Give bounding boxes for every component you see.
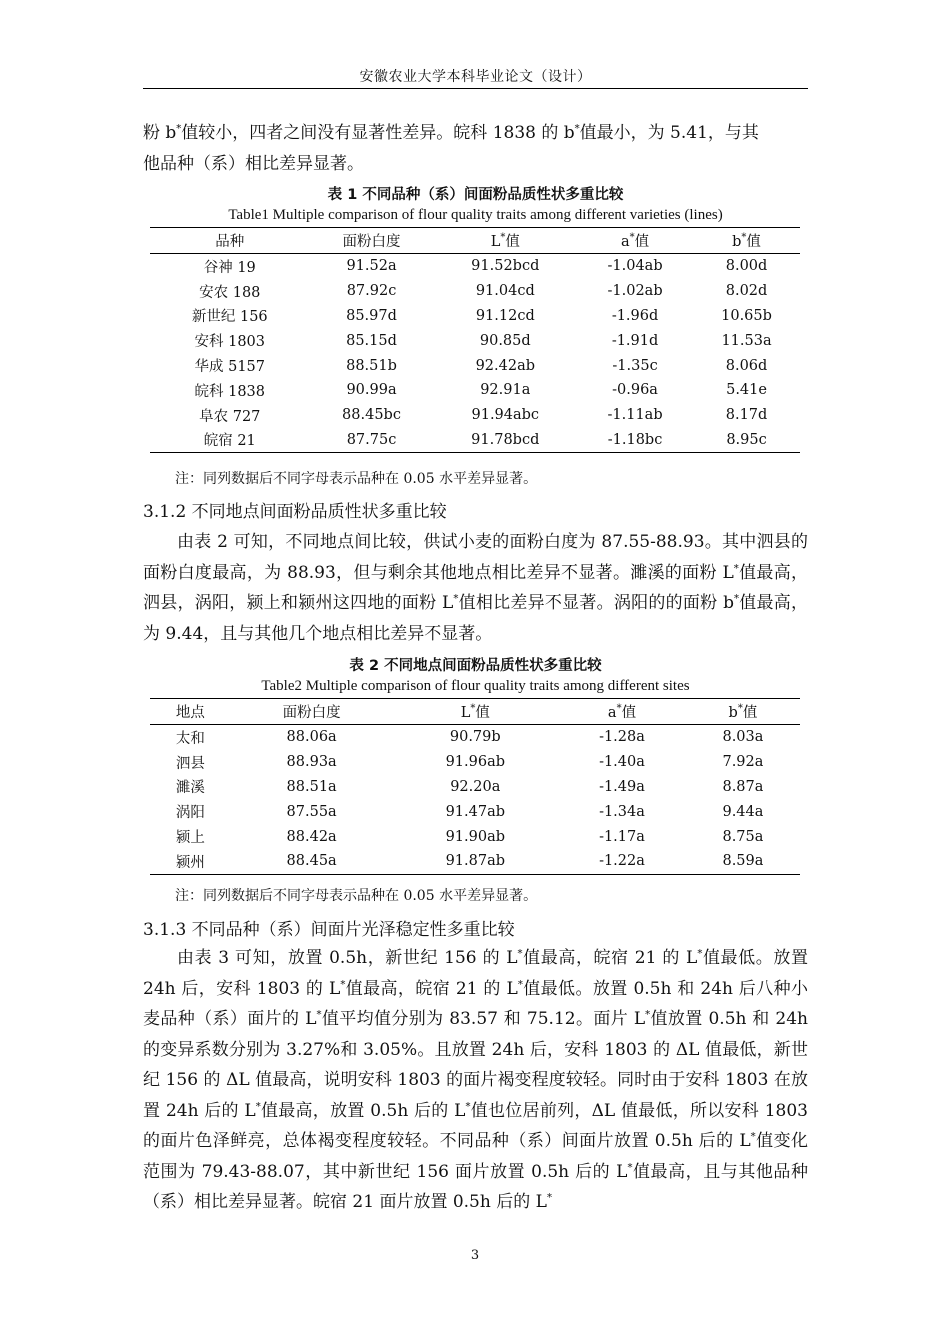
table2-cell: -1.28a — [599, 729, 645, 746]
section-313-paragraph: 由表 3 可知，放置 0.5h，新世纪 156 的 L*值最高，皖宿 21 的 L*值最低。放置 24h 后，安科 1803 的 L*值最高，皖宿 21 的 L*值最低。放置 0.5h 和 24h 后八种小麦品种（系）面片的 L*值平均值分别为 83.57 和 75.12。面片 L*值放置 0.5h 和 24h 的变异系数分别为 3.27%和 3.05%。且放置 24h 后，安科 1803 的 ΔL 值最低，新世纪 156 的 ΔL 值最高，说明安科 1803 的面片褐变程度较轻。同时由于安科 1803 在放置 24h 后的 L*值最高，放置 0.5h 后的 L*值也位居前列，ΔL 值最低，所以安科 1803 的面片色泽鲜亮，总体褐变程度较轻。不同品种（系）间面片放置 0.5h 后的 L*值变化范围为 79.43-88.07，其中新世纪 156 面片放置 0.5h 后的 L*值最高，且与其他品种（系）相比差异显著。皖宿 21 面片放置 0.5h 后的 L* — [143, 948, 809, 1212]
table1-cell: -1.18bc — [577, 428, 693, 453]
table1-caption-cn — [143, 183, 808, 204]
table1-row — [150, 353, 800, 378]
table1-cell: 91.94abc — [471, 407, 540, 424]
table2-cell: 7.92a — [722, 754, 764, 771]
table1-cell: 10.65b — [721, 307, 772, 324]
intro-paragraph — [143, 118, 808, 179]
section-313-heading: 3.1.3 不同品种（系）间面片光泽稳定性多重比较 — [143, 920, 515, 940]
table1-cell: 新世纪 156 — [191, 309, 268, 326]
table1-cell: 87.75c — [310, 428, 434, 453]
table2-cell: 颍州 — [150, 849, 231, 874]
table2-cell: 泗县 — [175, 755, 205, 772]
table2-header-row — [150, 699, 800, 725]
table1-cell: 85.15d — [346, 332, 397, 349]
table2-cell: 91.47ab — [445, 803, 505, 820]
table2-cell: 88.45a — [231, 849, 393, 874]
table2-row — [150, 750, 800, 775]
table2-cell: 88.51a — [286, 778, 337, 795]
table2-header-cell: 面粉白度 — [231, 699, 393, 725]
table1-cell: 安农 188 — [199, 284, 261, 301]
table1-cell: 8.00d — [725, 258, 768, 275]
table1-cell: 91.52bcd — [471, 258, 540, 275]
table1-cell: 85.97d — [346, 307, 397, 324]
table1-cell: 91.78bcd — [434, 428, 578, 453]
table1-cell: 阜农 727 — [199, 408, 261, 425]
table1-row — [150, 279, 800, 304]
table1-cell: 87.92c — [346, 283, 397, 300]
table1-cell: -1.11ab — [607, 407, 663, 424]
table1-cell: -1.02ab — [607, 283, 663, 300]
table1-cell: -1.04ab — [607, 258, 663, 275]
table2-cell: -1.34a — [599, 803, 645, 820]
intro-line: 粉 b*值较小，四者之间没有显著性差异。皖科 1838 的 b*值最小，为 5.41，与其 — [143, 123, 759, 143]
running-header: 安徽农业大学本科毕业论文（设计） — [359, 69, 592, 85]
table2-row — [150, 775, 800, 800]
table1-row — [150, 254, 800, 279]
table2-row — [150, 725, 800, 750]
table2-cell: 91.96ab — [445, 754, 505, 771]
table2-caption-cn-text: 表 2 不同地点间面粉品质性状多重比较 — [349, 658, 602, 674]
table1-cell: 91.12cd — [475, 307, 535, 324]
table1-row — [150, 428, 800, 453]
table1-cell: 华成 5157 — [194, 359, 266, 376]
table2-cell: 92.20a — [450, 778, 501, 795]
table1-cell: 11.53a — [721, 332, 772, 349]
table1-cell: 安科 1803 — [194, 334, 266, 351]
table1-cell: -1.96d — [611, 307, 659, 324]
section-312-paragraph: 由表 2 可知，不同地点间比较，供试小麦的面粉白度为 87.55-88.93。其中泗县的面粉白度最高，为 88.93，但与剩余其他地点相比差异不显著。濉溪的面粉 L*值最高，泗县，涡阳，颍上和颍州这四地的面粉 L*值相比差异不显著。涡阳的的面粉 b*值最高，为 9.44，且与其他几个地点相比差异不显著。 — [143, 532, 809, 644]
table1-cell: 88.51b — [346, 357, 397, 374]
table2-cell: 颍上 — [175, 830, 205, 847]
header-rule — [143, 88, 808, 89]
table1-header-cell: 面粉白度 — [310, 228, 434, 254]
table2-cell: 太和 — [175, 730, 205, 747]
table2-cell: 88.93a — [286, 754, 337, 771]
table1-cell: 皖科 1838 — [194, 383, 266, 400]
table1 — [150, 227, 800, 453]
table2-header-cell: b*值 — [686, 699, 800, 725]
table1-caption-cn-text: 表 1 不同品种（系）间面粉品质性状多重比较 — [327, 187, 624, 203]
table2-cell: 涡阳 — [175, 805, 205, 822]
table1-cell: 91.52a — [346, 258, 397, 275]
table1-header-cell: 品种 — [150, 228, 310, 254]
table1-cell: 92.42ab — [475, 357, 535, 374]
table1-row — [150, 304, 800, 329]
table2-cell: 8.87a — [722, 778, 764, 795]
table1-cell: 5.41e — [726, 382, 767, 399]
table1-row — [150, 378, 800, 403]
table1-cell: 90.99a — [346, 382, 397, 399]
table2-cell: 91.87ab — [392, 849, 558, 874]
table1-cell: 8.17d — [725, 407, 768, 424]
table2-cell: -1.17a — [599, 828, 645, 845]
table1-cell: 88.45bc — [342, 407, 401, 424]
table2-caption-cn — [143, 654, 808, 675]
table2-row — [150, 824, 800, 849]
table2-caption-en: Table2 Multiple comparison of flour quality traits among different sites — [261, 678, 690, 694]
section-312-heading: 3.1.2 不同地点间面粉品质性状多重比较 — [143, 502, 447, 522]
intro-line: 他品种（系）相比差异显著。 — [143, 153, 364, 174]
table2-header-cell: 地点 — [150, 699, 231, 725]
table1-cell: -1.91d — [611, 332, 659, 349]
table2-cell: 8.75a — [722, 828, 764, 845]
table1-header-cell: b*值 — [693, 228, 800, 254]
table1-cell: 8.95c — [693, 428, 800, 453]
table2-header-cell: a*值 — [558, 699, 686, 725]
table2 — [150, 698, 800, 875]
table1-cell: 8.06d — [725, 357, 768, 374]
table2-cell: -1.49a — [599, 778, 645, 795]
table1-cell: -1.35c — [612, 357, 658, 374]
table2-cell: 濉溪 — [175, 780, 205, 797]
table2-cell: 90.79b — [449, 729, 501, 746]
table1-cell: 皖宿 21 — [150, 428, 310, 453]
table1-header-cell: a*值 — [577, 228, 693, 254]
table2-cell: 87.55a — [286, 803, 337, 820]
table2-cell: 8.59a — [686, 849, 800, 874]
table2-cell: 91.90ab — [445, 828, 505, 845]
table1-cell: -0.96a — [612, 382, 658, 399]
table2-cell: 88.06a — [286, 729, 337, 746]
table1-cell: 92.91a — [480, 382, 531, 399]
table1-note: 注：同列数据后不同字母表示品种在 0.05 水平差异显著。 — [175, 471, 538, 487]
table2-cell: -1.22a — [558, 849, 686, 874]
table1-cell: 8.02d — [725, 283, 768, 300]
table1-cell: 谷神 19 — [203, 259, 256, 276]
table1-row — [150, 403, 800, 428]
table2-cell: 9.44a — [722, 803, 764, 820]
table1-header-row — [150, 228, 800, 254]
table2-row — [150, 849, 800, 874]
table2-header-cell: L*值 — [392, 699, 558, 725]
table1-header-cell: L*值 — [434, 228, 578, 254]
table2-cell: 88.42a — [286, 828, 337, 845]
page-number: 3 — [470, 1248, 480, 1263]
table2-body — [150, 725, 800, 875]
table2-row — [150, 799, 800, 824]
table2-cell: 8.03a — [722, 729, 764, 746]
table1-cell: 90.85d — [479, 332, 531, 349]
table2-note: 注：同列数据后不同字母表示品种在 0.05 水平差异显著。 — [175, 888, 538, 904]
table1-body — [150, 254, 800, 453]
table1-caption-en: Table1 Multiple comparison of flour quality traits among different varieties (lines) — [228, 207, 723, 223]
table1-row — [150, 328, 800, 353]
table2-cell: -1.40a — [599, 754, 645, 771]
table1-cell: 91.04cd — [475, 283, 535, 300]
